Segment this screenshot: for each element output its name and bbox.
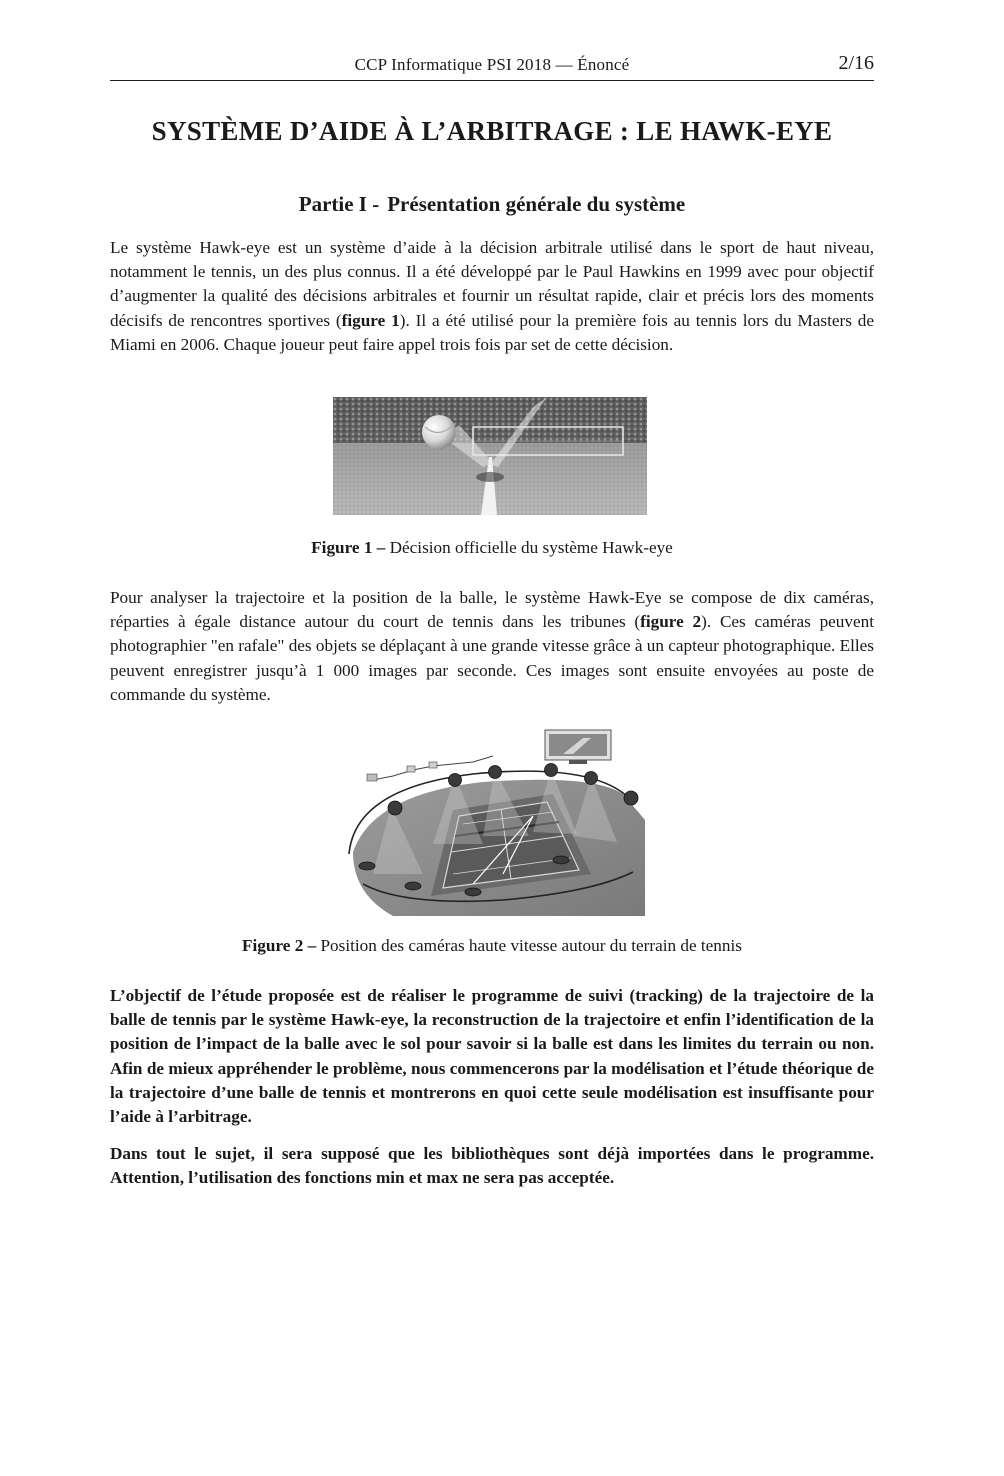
intro-text-1: Le système Hawk-eye est un système d’aide à la décision arbitrale utilisé dans le sport de haut niveau, notamment le tennis, un des plus connus. Il a été développé par le Paul Hawkins en 1999 avec pour objectif d’augmenter la qualité des décisions arbitrales et fournir un résultat rapide, clair et précis lors des moments décisifs de rencontres sportives ( (110, 238, 874, 330)
intro-text-2: ). Il a été utilisé pour la première fois au tennis lors du Masters de Miami en 2006. Chaque joueur peut faire appel trois fois par set de cette décision. (110, 310, 874, 354)
cameras-paragraph (110, 586, 874, 707)
section-number: Partie I - (298, 192, 380, 216)
figure1-reference: figure 1 (341, 310, 400, 330)
figure2-label: Figure 2 – (242, 936, 317, 955)
figure2-caption-text: Position des caméras haute vitesse autour du terrain de tennis (320, 936, 742, 955)
figure2-caption (110, 936, 874, 956)
objective-paragraph: L’objectif de l’étude proposée est de réaliser le programme de suivi (tracking) de la trajectoire de la balle de tennis par le système Hawk-eye, la reconstruction de la trajectoire et enfin l’identification de la position de l’impact de la balle avec le sol pour savoir si la balle est dans les limites du terrain ou non. Afin de mieux appréhender le problème, nous commencerons par la modélisation et l’étude théorique de la trajectoire d’une balle de tennis et montrerons en quoi cette seule modélisation est insuffisante pour l’aide à l’arbitrage. (110, 986, 874, 1127)
assumptions-paragraph: Dans tout le sujet, il sera supposé que les bibliothèques sont déjà importées dans le programme. Attention, l’utilisation des fonctions min et max ne sera pas acceptée. (110, 1144, 874, 1188)
header-rule (110, 80, 874, 81)
figure1-caption (110, 538, 874, 558)
figure1-caption-text: Décision officielle du système Hawk-eye (389, 538, 673, 557)
cameras-text-1: Pour analyser la trajectoire et la position de la balle, le système Hawk-Eye se compose de dix caméras, réparties à égale distance autour du court de tennis dans les tribunes ( (110, 588, 874, 632)
running-header (110, 52, 874, 81)
running-title: CCP Informatique PSI 2018 — Énoncé (354, 55, 630, 74)
document-title: SYSTÈME D’AIDE À L’ARBITRAGE : LE HAWK-EYE (151, 116, 833, 146)
intro-paragraph (110, 236, 874, 357)
figure2-image (333, 724, 645, 916)
page-number: 2/16 (838, 52, 874, 74)
cameras-text-2: ). Ces caméras peuvent photographier "en rafale" des objets se déplaçant à une grande vitesse grâce à un capteur photographique. Elles peuvent enregistrer jusqu’à 1 000 images par seconde. Ces images sont ensuite envoyées au poste de commande du système. (110, 612, 874, 704)
section-heading (110, 192, 874, 217)
figure2-reference: figure 2 (640, 612, 702, 632)
figure1-image (333, 397, 647, 515)
section-title: Présentation générale du système (387, 192, 686, 216)
figure1-label: Figure 1 – (311, 538, 386, 557)
